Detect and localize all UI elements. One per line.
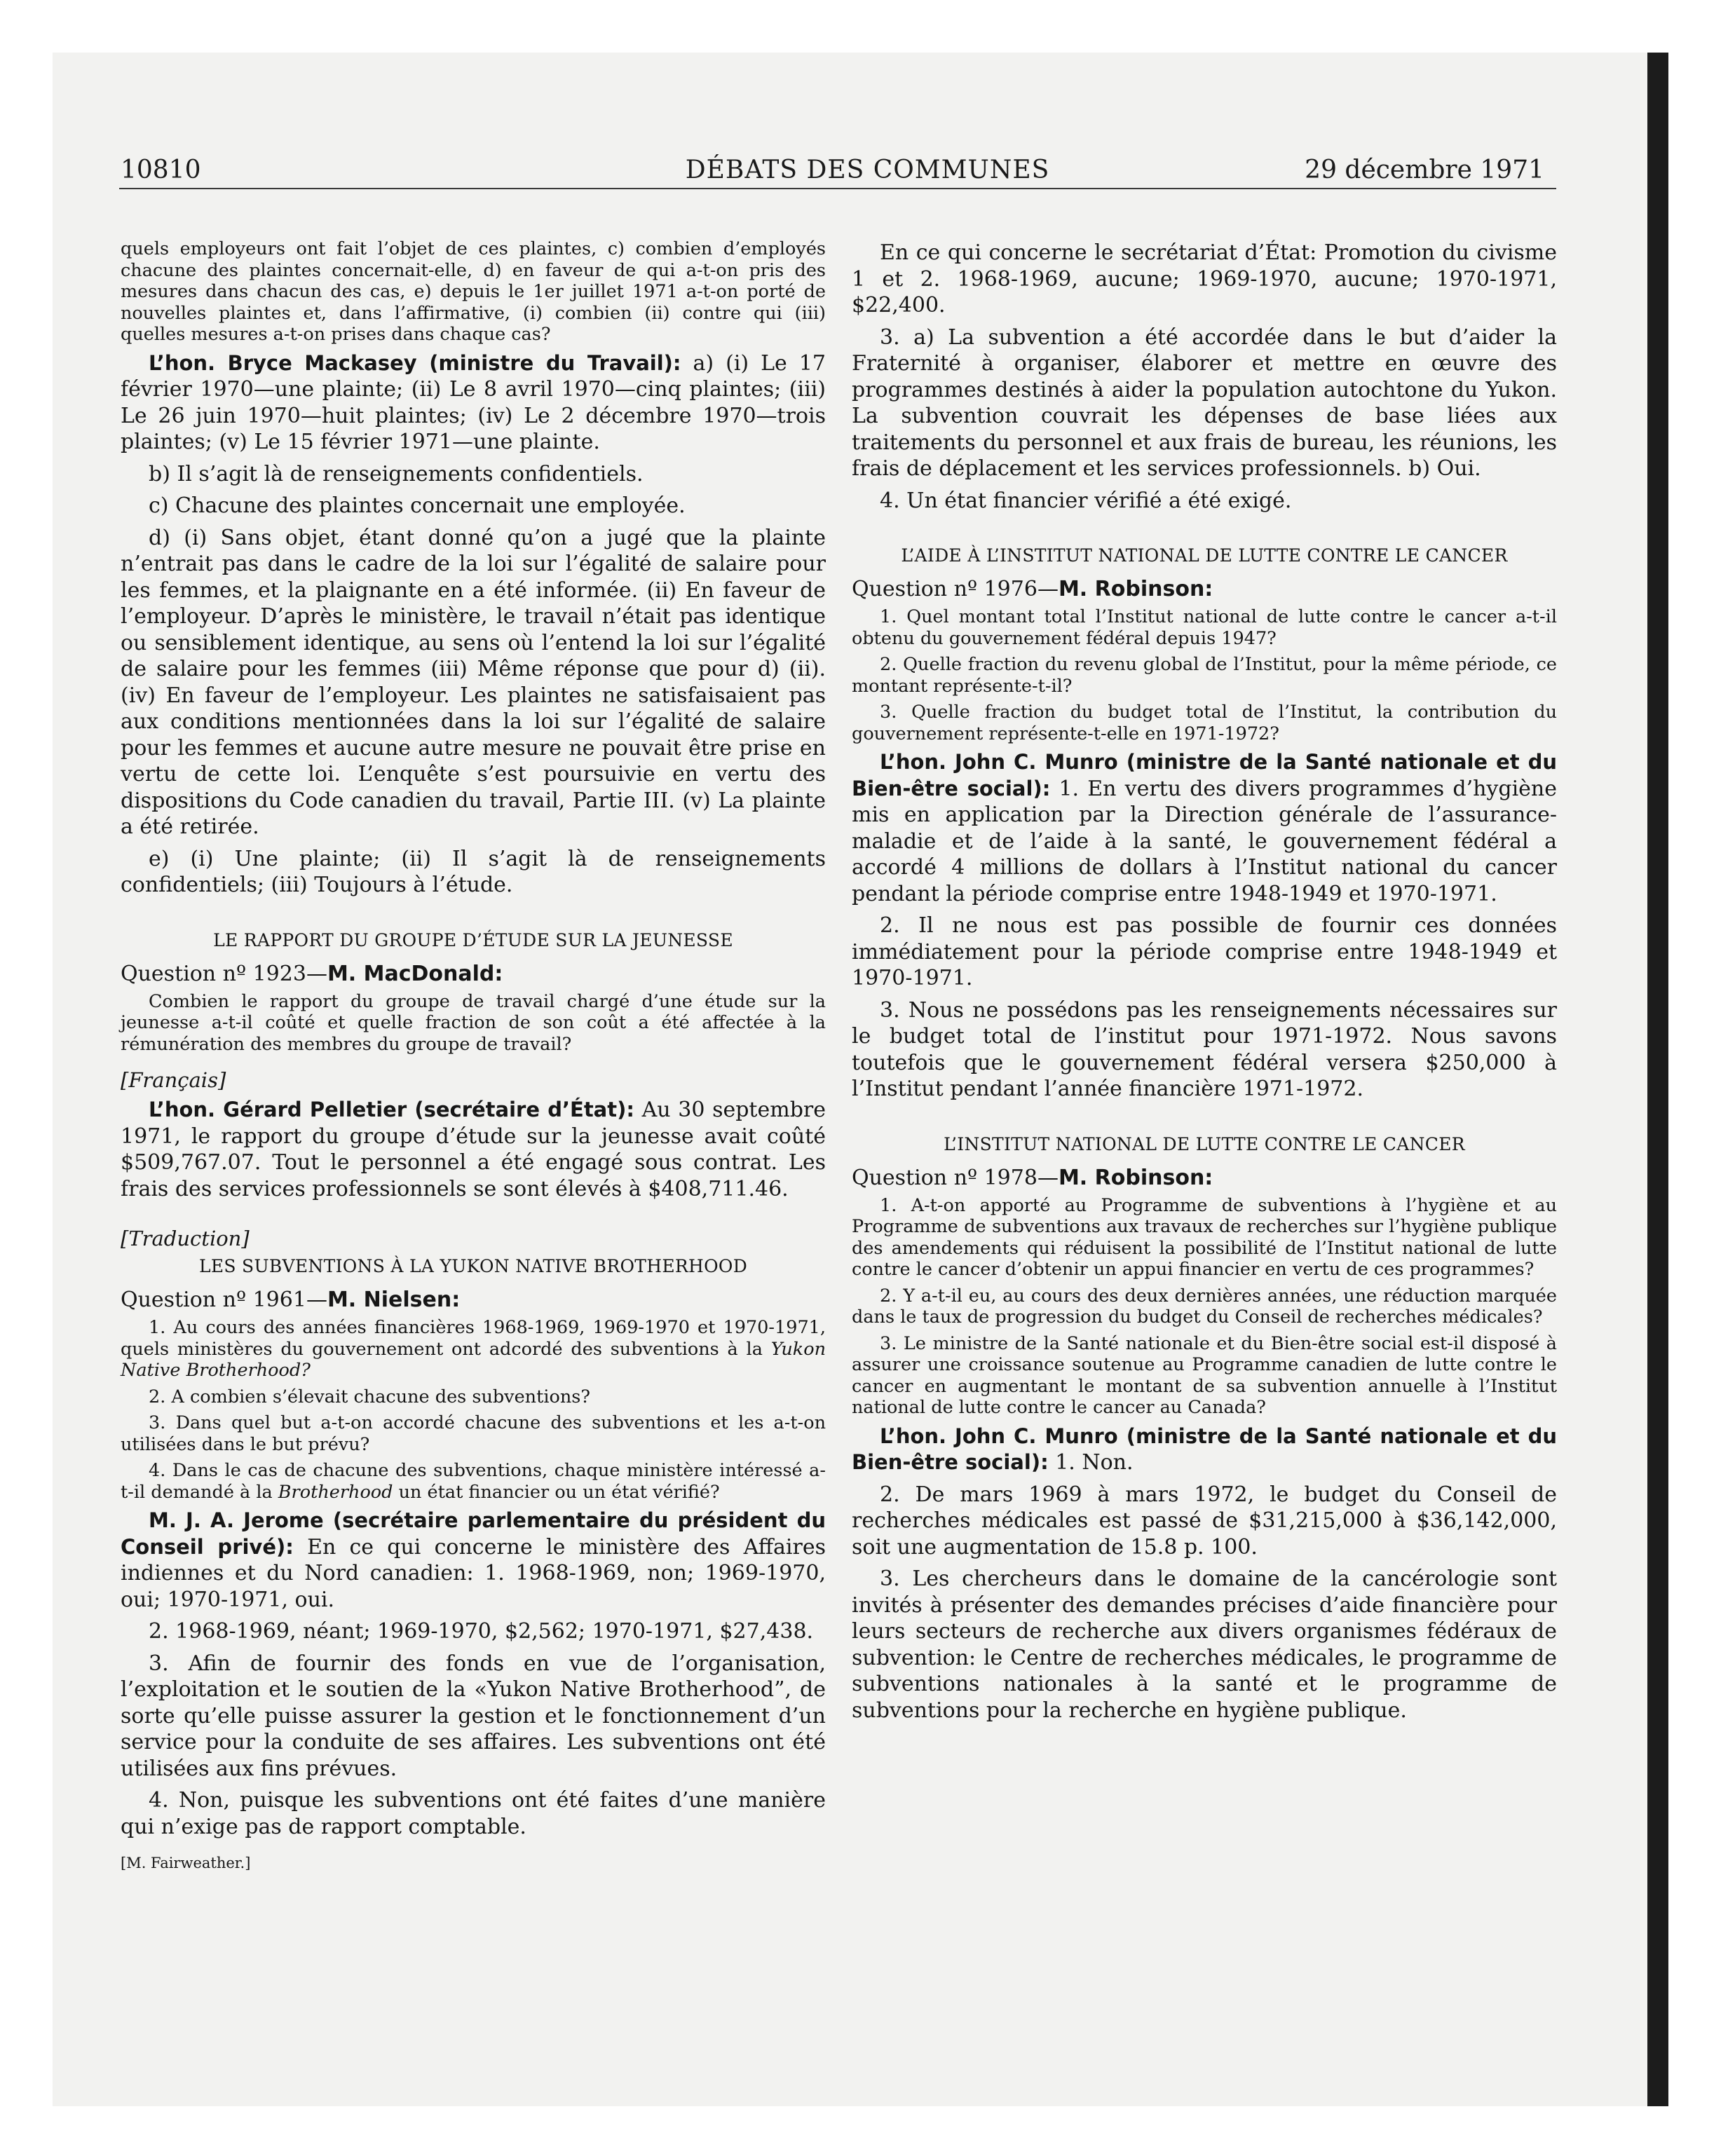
answer-paragraph: L’hon. Gérard Pelletier (secrétaire d’État): Au 30 septembre 1971, le rapport du groupe d’étude sur la jeunesse avait coûté $509,767.07. Tout le personnel a été engagé sous contrat. Les frais des services professionnels se sont élevés à $408,711.46. (121, 1098, 826, 1201)
question-text: 1. Quel montant total l’Institut national de lutte contre le cancer a-t-il obtenu du gouvernement fédéral depuis 1947? (852, 606, 1557, 649)
answer-paragraph: d) (i) Sans objet, étant donné qu’on a jugé que la plainte n’entrait pas dans le cadre de la loi sur l’égalité de salaire pour les femmes, et la plaignante en a été informée. (ii) En faveur de l’employeur. D’après le ministère, le travail n’était pas identique ou sensiblement identique, au sens où l’entend la loi sur l’égalité de salaire pour les femmes (iii) Même réponse que pour d) (ii). (iv) En faveur de l’employeur. Les plaintes ne satisfaisaient pas aux conditions mentionnées dans la loi sur l’égalité de salaire pour les femmes et aucune autre mesure ne pouvait être prise en vertu de cette loi. L’enquête s’est poursuivie en vertu des dispositions du Code canadien du travail, Partie III. (v) La plainte a été retirée. (121, 525, 826, 839)
question-text: 2. Quelle fraction du revenu global de l’Institut, pour la même période, ce montant représente-t-il? (852, 654, 1557, 697)
answer-paragraph: 4. Non, puisque les subventions ont été faites d’une manière qui n’exige pas de rapport comptable. (121, 1788, 826, 1839)
asker-name: M. Nielsen: (327, 1288, 461, 1312)
left-column (121, 238, 826, 1872)
section-heading: LE RAPPORT DU GROUPE D’ÉTUDE SUR LA JEUNESSE (213, 929, 733, 950)
question-text: 3. Quelle fraction du budget total de l’Institut, la contribution du gouvernement représente-t-elle en 1971-1972? (852, 702, 1557, 744)
answer-paragraph: 2. De mars 1969 à mars 1972, le budget du Conseil de recherches médicales est passé de $31,215,000 à $36,142,000, soit une augmentation de 15.8 p. 100. (852, 1482, 1557, 1560)
question-heading: Question nº 1923—M. MacDonald: (121, 961, 503, 986)
asker-name: M. Robinson: (1058, 1165, 1213, 1190)
section-heading: L’AIDE À L’INSTITUT NATIONAL DE LUTTE CONTRE LE CANCER (901, 545, 1508, 566)
question-text: 4. Dans le cas de chacune des subventions, chaque ministère intéressé a-t-il demandé à la Brotherhood un état financier ou un état vérifié? (121, 1460, 826, 1503)
language-marker: [Traduction] (121, 1227, 250, 1250)
question-text: Combien le rapport du groupe de travail chargé d’une étude sur la jeunesse a-t-il coûté et quelle fraction de son coût a été affectée à la rémunération des membres du groupe de travail? (121, 990, 826, 1055)
speaker-name: L’hon. John C. Munro (ministre de la Santé nationale et du Bien-être social): (852, 750, 1557, 800)
answer-paragraph: 3. Afin de fournir des fonds en vue de l’organisation, l’exploitation et le soutien de la «Yukon Native Brotherhood”, de sorte qu’elle puisse assurer la gestion et le fonctionnement d’un service pour la conduite de ses affaires. Les subventions ont été utilisées aux fins prévues. (121, 1651, 826, 1781)
speaker-name: M. J. A. Jerome (secrétaire parlementaire du président du Conseil privé): (121, 1508, 826, 1559)
answer-paragraph: L’hon. Bryce Mackasey (ministre du Travail): a) (i) Le 17 février 1970—une plainte; (ii) Le 8 avril 1970—cinq plaintes; (iii) Le 26 juin 1970—huit plaintes; (iv) Le 2 décembre 1970—trois plaintes; (v) Le 15 février 1971—une plainte. (121, 350, 826, 454)
question-continuation: quels employeurs ont fait l’objet de ces plaintes, c) combien d’employés chacune des plaintes concernait-elle, d) en faveur de qui a-t-on pris des mesures dans chacun des cas, e) depuis le 1er juillet 1971 a-t-on porté de nouvelles plaintes et, dans l’affirmative, (i) combien (ii) contre qui (iii) quelles mesures a-t-on prises dans chaque cas? (121, 238, 826, 345)
question-heading: Question nº 1961—M. Nielsen: (121, 1288, 461, 1312)
question-heading: Question nº 1978—M. Robinson: (852, 1165, 1213, 1190)
answer-paragraph: e) (i) Une plainte; (ii) Il s’agit là de renseignements confidentiels; (iii) Toujours à l’étude. (121, 846, 826, 897)
answer-paragraph: 2. 1968-1969, néant; 1969-1970, $2,562; 1970-1971, $27,438. (149, 1619, 814, 1644)
answer-paragraph: L’hon. John C. Munro (ministre de la Santé nationale et du Bien-être social): 1. Non. (852, 1424, 1557, 1475)
speaker-name: L’hon. John C. Munro (ministre de la Santé nationale et du Bien-être social): (852, 1424, 1557, 1474)
page-date: 29 décembre 1971 (1305, 156, 1544, 184)
question-text: 3. Le ministre de la Santé nationale et du Bien-être social est-il disposé à assurer une croissance soutenue au Programme canadien de lutte contre le cancer en augmentant le montant de sa subvention annuelle à l’Institut national de lutte contre le cancer au Canada? (852, 1332, 1557, 1418)
speaker-name: L’hon. Gérard Pelletier (secrétaire d’État): (149, 1098, 634, 1121)
speaker-name: L’hon. Bryce Mackasey (ministre du Travail): (149, 350, 681, 375)
answer-paragraph: L’hon. John C. Munro (ministre de la Santé nationale et du Bien-être social): 1. En vertu des divers programmes d’hygiène mis en application par la Direction générale de l’assurance-maladie et de l’aide à la santé, le gouvernement fédéral a accordé 4 millions de dollars à l’Institut national du cancer pendant la période comprise entre 1948-1949 et 1970-1971. (852, 750, 1557, 906)
answer-paragraph: 3. Nous ne possédons pas les renseignements nécessaires sur le budget total de l’institut pour 1971-1972. Nous savons toutefois que le gouvernement fédéral versera $250,000 à l’Institut pendant l’année financière 1971-1972. (852, 997, 1557, 1101)
asker-name: M. Robinson: (1058, 577, 1213, 601)
language-marker: [Français] (121, 1068, 226, 1092)
answer-paragraph: M. J. A. Jerome (secrétaire parlementaire du président du Conseil privé): En ce qui concerne le ministère des Affaires indiennes et du Nord canadien: 1. 1968-1969, non; 1969-1970, oui; 1970-1971, oui. (121, 1508, 826, 1612)
question-text: 1. A-t-on apporté au Programme de subventions à l’hygiène et au Programme de subventions aux travaux de recherches sur l’hygiène publique des amendements qui réduisent la possibilité de l’Institut national de lutte contre le cancer d’obtenir un appui financier en vertu de ces programmes? (852, 1194, 1557, 1280)
question-text: 2. A combien s’élevait chacune des subventions? (149, 1386, 591, 1407)
answer-paragraph: En ce qui concerne le secrétariat d’État: Promotion du civisme 1 et 2. 1968-1969, aucune; 1969-1970, aucune; 1970-1971, $22,400. (852, 240, 1557, 318)
answer-paragraph: 4. Un état financier vérifié a été exigé. (880, 488, 1292, 513)
answer-paragraph: c) Chacune des plaintes concernait une employée. (149, 493, 686, 518)
answer-paragraph: b) Il s’agit là de renseignements confidentiels. (149, 461, 644, 486)
header-rule (119, 188, 1556, 189)
speaker-attribution: [M. Fairweather.] (121, 1855, 251, 1871)
question-text: 3. Dans quel but a-t-on accordé chacune des subventions et les a-t-on utilisées dans le but prévu? (121, 1412, 826, 1455)
page-title: DÉBATS DES COMMUNES (685, 156, 1050, 184)
scan-edge-shadow (1647, 53, 1668, 2106)
question-text: 1. Au cours des années financières 1968-1969, 1969-1970 et 1970-1971, quels ministères du gouvernement ont adcordé des subventions à la Yukon Native Brotherhood? (121, 1317, 826, 1381)
section-heading: L’INSTITUT NATIONAL DE LUTTE CONTRE LE CANCER (944, 1133, 1465, 1154)
answer-paragraph: 3. Les chercheurs dans le domaine de la cancérologie sont invités à présenter des demandes précises d’aide financière pour leurs secteurs de recherche aux divers organismes fédéraux de subvention: le Centre de recherches médicales, le programme de subventions nationales à la santé et le programme de subventions pour la recherche en hygiène publique. (852, 1567, 1557, 1723)
asker-name: M. MacDonald: (327, 961, 503, 986)
answer-paragraph: 2. Il ne nous est pas possible de fournir ces données immédiatement pour la période comprise entre 1948-1949 et 1970-1971. (852, 913, 1557, 990)
page-number: 10810 (121, 156, 201, 184)
question-heading: Question nº 1976—M. Robinson: (852, 577, 1213, 601)
answer-paragraph: 3. a) La subvention a été accordée dans le but d’aider la Fraternité à organiser, élaborer et mettre en œuvre des programmes destinés à aider la population autochtone du Yukon. La subvention couvrait les dépenses de base liées aux traitements du personnel et aux frais de bureau, les réunions, les frais de déplacement et les services professionnels. b) Oui. (852, 325, 1557, 481)
question-text: 2. Y a-t-il eu, au cours des deux dernières années, une réduction marquée dans le taux de progression du budget du Conseil de recherches médicales? (852, 1285, 1557, 1328)
section-heading: LES SUBVENTIONS À LA YUKON NATIVE BROTHERHOOD (198, 1256, 748, 1276)
right-column (852, 240, 1557, 1729)
